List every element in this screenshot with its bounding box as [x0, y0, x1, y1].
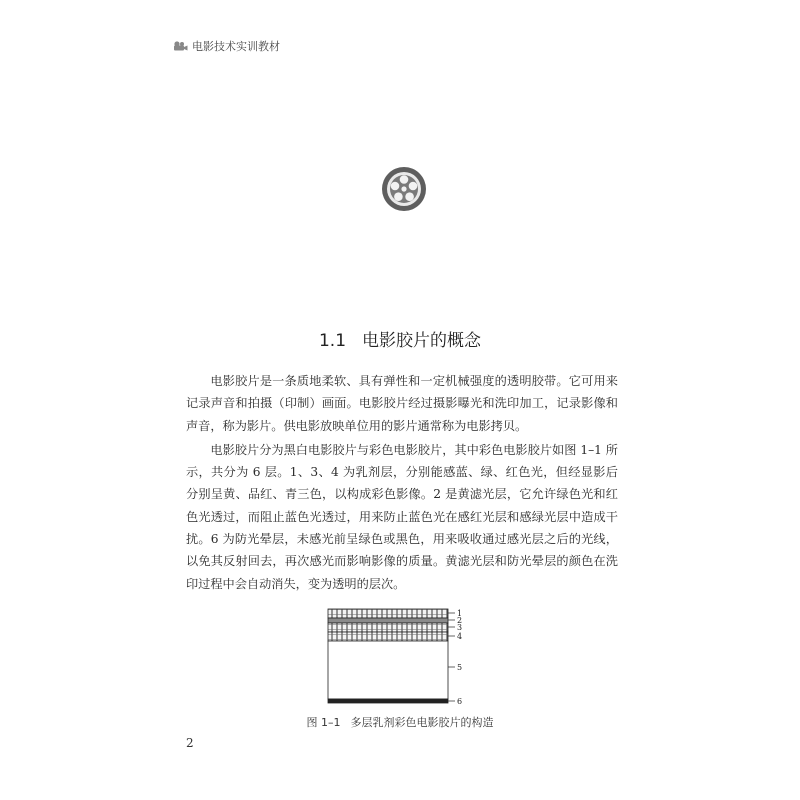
layer-2: [328, 618, 448, 623]
figure-caption-text: 多层乳剂彩色电影胶片的构造: [350, 716, 494, 729]
layer-label: 6: [457, 697, 463, 706]
layer-1: [328, 609, 448, 618]
layer-5-base: [328, 641, 448, 699]
layer-label: 3: [457, 623, 463, 632]
film-layers-diagram: [316, 607, 486, 711]
section-title: 电影胶片的概念: [362, 331, 482, 351]
body-text: [186, 370, 618, 597]
page-number: 2: [186, 736, 194, 750]
paragraph: 电影胶片分为黑白电影胶片与彩色电影胶片，其中彩色电影胶片如图 1–1 所示，共分为 6 层。1、3、4 为乳剂层，分别能感蓝、绿、红色光，但经显影后分别呈黄、品红、青三色，以构成彩色影像。2 是黄滤光层，它允许绿色光和红色光透过，而阻止蓝色光透过，用来防止蓝色光在感红光层和感绿光层中造成干扰。6 为防光晕层，未感光前呈绿色或黑色，用来吸收通过感光层之后的光线，以免其反射回去，再次感光而影响影像的质量。黄滤光层和防光晕层的颜色在洗印过程中会自动消失，变为透明的层次。: [186, 442, 618, 591]
figure-number: 图 1–1: [306, 716, 341, 729]
section-number: 1.1: [318, 331, 347, 351]
layer-3: [328, 623, 448, 632]
figure-caption: [0, 714, 800, 730]
running-header: [172, 38, 280, 54]
film-camera-icon: [172, 40, 188, 52]
layer-label: 4: [457, 632, 463, 641]
layer-label: 5: [457, 663, 463, 672]
layer-label: 1: [457, 609, 463, 618]
layer-4: [328, 632, 448, 641]
book-title: 电影技术实训教材: [192, 40, 280, 53]
paragraph: 电影胶片是一条质地柔软、具有弹性和一定机械强度的透明胶带。它可用来记录声音和拍摄（印制）画面。电影胶片经过摄影曝光和洗印加工，记录影像和声音，称为影片。供电影放映单位用的影片通常称为电影拷贝。: [186, 374, 618, 433]
layer-6: [328, 699, 448, 703]
section-heading: [0, 326, 800, 351]
film-reel-icon: [381, 166, 427, 212]
layer-label: 2: [457, 616, 463, 625]
